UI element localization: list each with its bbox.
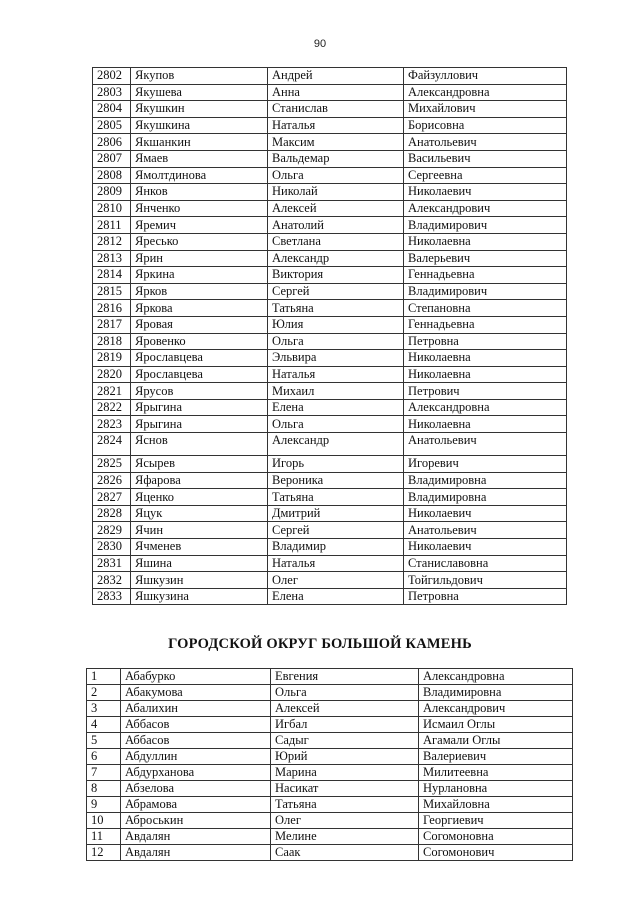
patronymic-cell: Борисовна: [404, 117, 567, 134]
row-number-cell: 2802: [93, 68, 131, 85]
row-number-cell: 5: [87, 733, 121, 749]
first-name-cell: Олег: [268, 572, 404, 589]
table-row: [87, 781, 573, 797]
row-number-cell: 2823: [93, 416, 131, 433]
row-number-cell: 2824: [93, 433, 131, 456]
table-row: [93, 283, 567, 300]
first-name-cell: Наталья: [268, 117, 404, 134]
table-row: [87, 685, 573, 701]
surname-cell: Яркина: [131, 267, 268, 284]
first-name-cell: Юрий: [271, 749, 419, 765]
patronymic-cell: Владимировна: [419, 685, 573, 701]
surname-cell: Ясырев: [131, 456, 268, 473]
first-name-cell: Александр: [268, 433, 404, 456]
table-row: [87, 813, 573, 829]
table-row: [87, 765, 573, 781]
first-name-cell: Алексей: [271, 701, 419, 717]
table-row: [93, 433, 567, 456]
table-row: [87, 717, 573, 733]
row-number-cell: 2817: [93, 316, 131, 333]
row-number-cell: 2804: [93, 101, 131, 118]
person-list-table-bolshoy-kamen: [86, 668, 573, 861]
surname-cell: Ямаев: [131, 150, 268, 167]
first-name-cell: Игбал: [271, 717, 419, 733]
patronymic-cell: Петрович: [404, 383, 567, 400]
first-name-cell: Татьяна: [268, 300, 404, 317]
patronymic-cell: Михайлович: [404, 101, 567, 118]
first-name-cell: Андрей: [268, 68, 404, 85]
first-name-cell: Вероника: [268, 472, 404, 489]
table-row: [93, 555, 567, 572]
row-number-cell: 10: [87, 813, 121, 829]
surname-cell: Яшкузин: [131, 572, 268, 589]
row-number-cell: 2827: [93, 489, 131, 506]
first-name-cell: Светлана: [268, 233, 404, 250]
table-row: [93, 539, 567, 556]
section-heading: ГОРОДСКОЙ ОКРУГ БОЛЬШОЙ КАМЕНЬ: [168, 636, 472, 652]
row-number-cell: 9: [87, 797, 121, 813]
table-row: [93, 572, 567, 589]
surname-cell: Ячин: [131, 522, 268, 539]
table-row: [93, 399, 567, 416]
surname-cell: Якушкин: [131, 101, 268, 118]
surname-cell: Яркова: [131, 300, 268, 317]
patronymic-cell: Игоревич: [404, 456, 567, 473]
surname-cell: Ярославцева: [131, 366, 268, 383]
patronymic-cell: Александровна: [419, 669, 573, 685]
first-name-cell: Наталья: [268, 366, 404, 383]
row-number-cell: 2809: [93, 184, 131, 201]
row-number-cell: 6: [87, 749, 121, 765]
surname-cell: Яремич: [131, 217, 268, 234]
row-number-cell: 8: [87, 781, 121, 797]
patronymic-cell: Александрович: [404, 200, 567, 217]
patronymic-cell: Николаевич: [404, 539, 567, 556]
first-name-cell: Садыг: [271, 733, 419, 749]
row-number-cell: 2826: [93, 472, 131, 489]
row-number-cell: 2808: [93, 167, 131, 184]
patronymic-cell: Васильевич: [404, 150, 567, 167]
first-name-cell: Вальдемар: [268, 150, 404, 167]
row-number-cell: 2812: [93, 233, 131, 250]
patronymic-cell: Валерьевич: [404, 250, 567, 267]
first-name-cell: Ольга: [268, 167, 404, 184]
first-name-cell: Станислав: [268, 101, 404, 118]
row-number-cell: 2: [87, 685, 121, 701]
row-number-cell: 2807: [93, 150, 131, 167]
first-name-cell: Анатолий: [268, 217, 404, 234]
page-number: 90: [313, 38, 327, 50]
patronymic-cell: Согомоновна: [419, 829, 573, 845]
row-number-cell: 2803: [93, 84, 131, 101]
patronymic-cell: Агамали Оглы: [419, 733, 573, 749]
row-number-cell: 2829: [93, 522, 131, 539]
table-row: [93, 200, 567, 217]
surname-cell: Абдурханова: [121, 765, 271, 781]
table-row: [93, 150, 567, 167]
patronymic-cell: Николаевна: [404, 416, 567, 433]
table-row: [93, 522, 567, 539]
patronymic-cell: Владимирович: [404, 283, 567, 300]
table-row: [93, 333, 567, 350]
surname-cell: Ямолтдинова: [131, 167, 268, 184]
patronymic-cell: Владимировна: [404, 489, 567, 506]
surname-cell: Янченко: [131, 200, 268, 217]
patronymic-cell: Валериевич: [419, 749, 573, 765]
surname-cell: Яровенко: [131, 333, 268, 350]
surname-cell: Яшкузина: [131, 588, 268, 605]
patronymic-cell: Николаевна: [404, 366, 567, 383]
surname-cell: Авдалян: [121, 845, 271, 861]
table-row: [93, 366, 567, 383]
table-row: [87, 733, 573, 749]
patronymic-cell: Александровна: [404, 399, 567, 416]
first-name-cell: Елена: [268, 399, 404, 416]
surname-cell: Абалихин: [121, 701, 271, 717]
surname-cell: Янков: [131, 184, 268, 201]
surname-cell: Аброськин: [121, 813, 271, 829]
first-name-cell: Ольга: [268, 416, 404, 433]
first-name-cell: Татьяна: [268, 489, 404, 506]
patronymic-cell: Николаевна: [404, 350, 567, 367]
table-row: [93, 184, 567, 201]
row-number-cell: 2821: [93, 383, 131, 400]
surname-cell: Аббасов: [121, 717, 271, 733]
first-name-cell: Сергей: [268, 522, 404, 539]
table-row: [93, 167, 567, 184]
patronymic-cell: Петровна: [404, 333, 567, 350]
row-number-cell: 2833: [93, 588, 131, 605]
first-name-cell: Юлия: [268, 316, 404, 333]
first-name-cell: Виктория: [268, 267, 404, 284]
first-name-cell: Наталья: [268, 555, 404, 572]
surname-cell: Яцук: [131, 505, 268, 522]
first-name-cell: Николай: [268, 184, 404, 201]
table-row: [93, 250, 567, 267]
first-name-cell: Игорь: [268, 456, 404, 473]
first-name-cell: Эльвира: [268, 350, 404, 367]
patronymic-cell: Михайловна: [419, 797, 573, 813]
patronymic-cell: Геннадьевна: [404, 316, 567, 333]
table-row: [93, 101, 567, 118]
surname-cell: Ярусов: [131, 383, 268, 400]
first-name-cell: Владимир: [268, 539, 404, 556]
row-number-cell: 2813: [93, 250, 131, 267]
row-number-cell: 2831: [93, 555, 131, 572]
patronymic-cell: Николаевич: [404, 184, 567, 201]
patronymic-cell: Владимировна: [404, 472, 567, 489]
table-row: [93, 505, 567, 522]
surname-cell: Аббасов: [121, 733, 271, 749]
first-name-cell: Елена: [268, 588, 404, 605]
row-number-cell: 2810: [93, 200, 131, 217]
patronymic-cell: Файзуллович: [404, 68, 567, 85]
patronymic-cell: Нурлановна: [419, 781, 573, 797]
patronymic-cell: Анатольевич: [404, 522, 567, 539]
row-number-cell: 2825: [93, 456, 131, 473]
table-row: [93, 233, 567, 250]
surname-cell: Якшанкин: [131, 134, 268, 151]
table-row: [87, 797, 573, 813]
surname-cell: Ярин: [131, 250, 268, 267]
patronymic-cell: Сергеевна: [404, 167, 567, 184]
first-name-cell: Михаил: [268, 383, 404, 400]
table-row: [93, 84, 567, 101]
table-row: [93, 300, 567, 317]
row-number-cell: 2818: [93, 333, 131, 350]
surname-cell: Яресько: [131, 233, 268, 250]
first-name-cell: Ольга: [268, 333, 404, 350]
row-number-cell: 2814: [93, 267, 131, 284]
person-list-table: [92, 67, 567, 605]
row-number-cell: 4: [87, 717, 121, 733]
first-name-cell: Татьяна: [271, 797, 419, 813]
row-number-cell: 2819: [93, 350, 131, 367]
surname-cell: Абабурко: [121, 669, 271, 685]
table-row: [93, 217, 567, 234]
table-row: [93, 489, 567, 506]
row-number-cell: 3: [87, 701, 121, 717]
patronymic-cell: Тойгильдович: [404, 572, 567, 589]
surname-cell: Яшина: [131, 555, 268, 572]
row-number-cell: 2815: [93, 283, 131, 300]
table-row: [87, 749, 573, 765]
row-number-cell: 12: [87, 845, 121, 861]
table-row: [93, 472, 567, 489]
first-name-cell: Дмитрий: [268, 505, 404, 522]
first-name-cell: Саак: [271, 845, 419, 861]
row-number-cell: 2811: [93, 217, 131, 234]
row-number-cell: 2816: [93, 300, 131, 317]
table-row: [87, 845, 573, 861]
table-row: [93, 134, 567, 151]
row-number-cell: 2830: [93, 539, 131, 556]
patronymic-cell: Исмаил Оглы: [419, 717, 573, 733]
table-row: [93, 68, 567, 85]
patronymic-cell: Станиславовна: [404, 555, 567, 572]
table-row: [93, 350, 567, 367]
patronymic-cell: Согомонович: [419, 845, 573, 861]
first-name-cell: Алексей: [268, 200, 404, 217]
first-name-cell: Ольга: [271, 685, 419, 701]
table-row: [93, 383, 567, 400]
row-number-cell: 11: [87, 829, 121, 845]
first-name-cell: Максим: [268, 134, 404, 151]
first-name-cell: Мелине: [271, 829, 419, 845]
first-name-cell: Евгения: [271, 669, 419, 685]
surname-cell: Абрамова: [121, 797, 271, 813]
surname-cell: Ярославцева: [131, 350, 268, 367]
row-number-cell: 2820: [93, 366, 131, 383]
first-name-cell: Олег: [271, 813, 419, 829]
first-name-cell: Марина: [271, 765, 419, 781]
table-row: [93, 117, 567, 134]
first-name-cell: Насикат: [271, 781, 419, 797]
surname-cell: Ярков: [131, 283, 268, 300]
surname-cell: Ярыгина: [131, 399, 268, 416]
patronymic-cell: Александрович: [419, 701, 573, 717]
first-name-cell: Анна: [268, 84, 404, 101]
row-number-cell: 2806: [93, 134, 131, 151]
first-name-cell: Александр: [268, 250, 404, 267]
surname-cell: Ярыгина: [131, 416, 268, 433]
surname-cell: Абдуллин: [121, 749, 271, 765]
row-number-cell: 2822: [93, 399, 131, 416]
surname-cell: Якушева: [131, 84, 268, 101]
surname-cell: Якупов: [131, 68, 268, 85]
table-row: [93, 267, 567, 284]
row-number-cell: 1: [87, 669, 121, 685]
surname-cell: Абакумова: [121, 685, 271, 701]
patronymic-cell: Милитеевна: [419, 765, 573, 781]
patronymic-cell: Николаевна: [404, 233, 567, 250]
surname-cell: Авдалян: [121, 829, 271, 845]
table-row: [87, 701, 573, 717]
patronymic-cell: Геннадьевна: [404, 267, 567, 284]
table-row: [87, 669, 573, 685]
surname-cell: Яфарова: [131, 472, 268, 489]
patronymic-cell: Петровна: [404, 588, 567, 605]
patronymic-cell: Владимирович: [404, 217, 567, 234]
table-row: [93, 316, 567, 333]
patronymic-cell: Анатольевич: [404, 433, 567, 456]
surname-cell: Яценко: [131, 489, 268, 506]
row-number-cell: 7: [87, 765, 121, 781]
table-row: [93, 416, 567, 433]
row-number-cell: 2828: [93, 505, 131, 522]
patronymic-cell: Степановна: [404, 300, 567, 317]
patronymic-cell: Александровна: [404, 84, 567, 101]
surname-cell: Якушкина: [131, 117, 268, 134]
patronymic-cell: Анатольевич: [404, 134, 567, 151]
surname-cell: Яснов: [131, 433, 268, 456]
surname-cell: Ячменев: [131, 539, 268, 556]
table-row: [93, 588, 567, 605]
table-row: [87, 829, 573, 845]
row-number-cell: 2832: [93, 572, 131, 589]
surname-cell: Абзелова: [121, 781, 271, 797]
patronymic-cell: Георгиевич: [419, 813, 573, 829]
patronymic-cell: Николаевич: [404, 505, 567, 522]
row-number-cell: 2805: [93, 117, 131, 134]
first-name-cell: Сергей: [268, 283, 404, 300]
table-row: [93, 456, 567, 473]
surname-cell: Яровая: [131, 316, 268, 333]
